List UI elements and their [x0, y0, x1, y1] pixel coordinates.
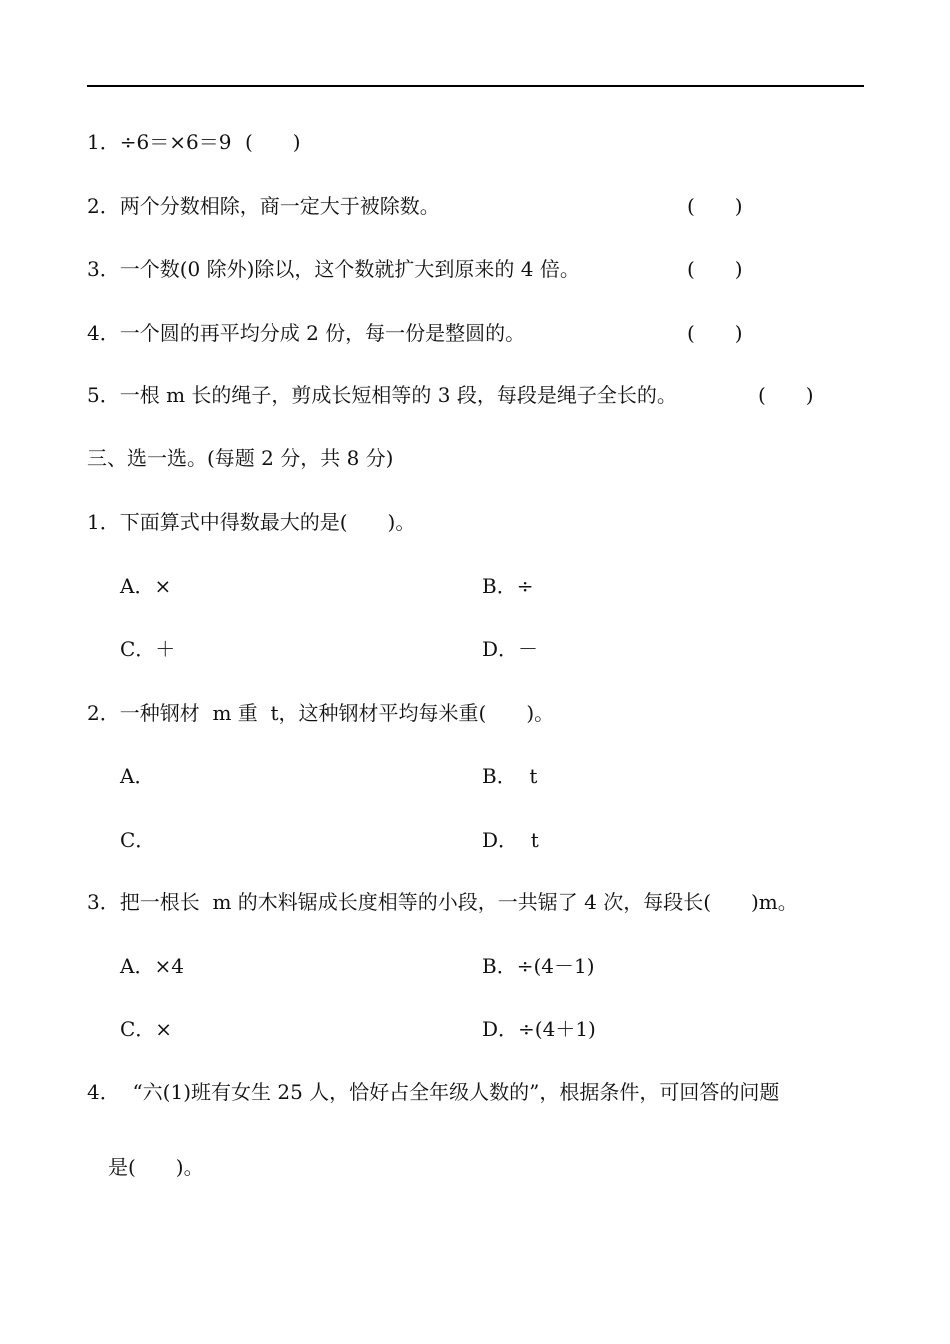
- choose-question-1-option-a[interactable]: A．×: [120, 574, 172, 598]
- judge-item-3: 3．一个数(0 除外)除以，这个数就扩大到原来的 4 倍。: [87, 257, 580, 281]
- choose-question-1-option-c[interactable]: C．＋: [120, 637, 176, 661]
- judge-item-4: 4．一个圆的再平均分成 2 份，每一份是整圆的。: [87, 321, 526, 345]
- judge-item-3-answer-blank[interactable]: ( ): [687, 257, 743, 281]
- choose-question-2-stem: 2．一种钢材 m 重 t，这种钢材平均每米重( )。: [87, 701, 555, 725]
- choose-question-3-option-a[interactable]: A．×4: [120, 954, 184, 978]
- choose-question-3-option-b[interactable]: B．÷(4－1): [482, 954, 595, 978]
- section-heading-choose: 三、选一选。(每题 2 分，共 8 分): [87, 446, 394, 470]
- judge-item-2-answer-blank[interactable]: ( ): [687, 194, 743, 218]
- judge-item-4-answer-blank[interactable]: ( ): [687, 321, 743, 345]
- choose-question-1-stem: 1．下面算式中得数最大的是( )。: [87, 510, 416, 534]
- choose-question-2-option-c[interactable]: C．: [120, 828, 156, 852]
- judge-item-2: 2．两个分数相除，商一定大于被除数。: [87, 194, 440, 218]
- choose-question-2-option-a[interactable]: A．: [120, 764, 155, 788]
- choose-question-2-option-b[interactable]: B． t: [482, 764, 538, 788]
- judge-item-5: 5．一根 m 长的绳子，剪成长短相等的 3 段，每段是绳子全长的。: [87, 383, 677, 407]
- choose-question-4-stem-continued: 是( )。: [108, 1155, 204, 1179]
- choose-question-1-option-d[interactable]: D．－: [482, 637, 539, 661]
- judge-item-5-answer-blank[interactable]: ( ): [758, 383, 814, 407]
- choose-question-3-stem: 3．把一根长 m 的木料锯成长度相等的小段，一共锯了 4 次，每段长( )m。: [87, 890, 798, 914]
- judge-item-1-answer-blank[interactable]: ( ): [245, 130, 301, 154]
- choose-question-2-option-d[interactable]: D． t: [482, 828, 539, 852]
- choose-question-3-option-c[interactable]: C．×: [120, 1017, 173, 1041]
- choose-question-3-option-d[interactable]: D．÷(4＋1): [482, 1017, 596, 1041]
- judge-item-1: 1．÷6＝×6＝9: [87, 130, 232, 154]
- header-rule: [87, 85, 864, 87]
- choose-question-1-option-b[interactable]: B．÷: [482, 574, 534, 598]
- choose-question-4-stem: 4． “六(1)班有女生 25 人，恰好占全年级人数的”，根据条件，可回答的问题: [87, 1080, 780, 1104]
